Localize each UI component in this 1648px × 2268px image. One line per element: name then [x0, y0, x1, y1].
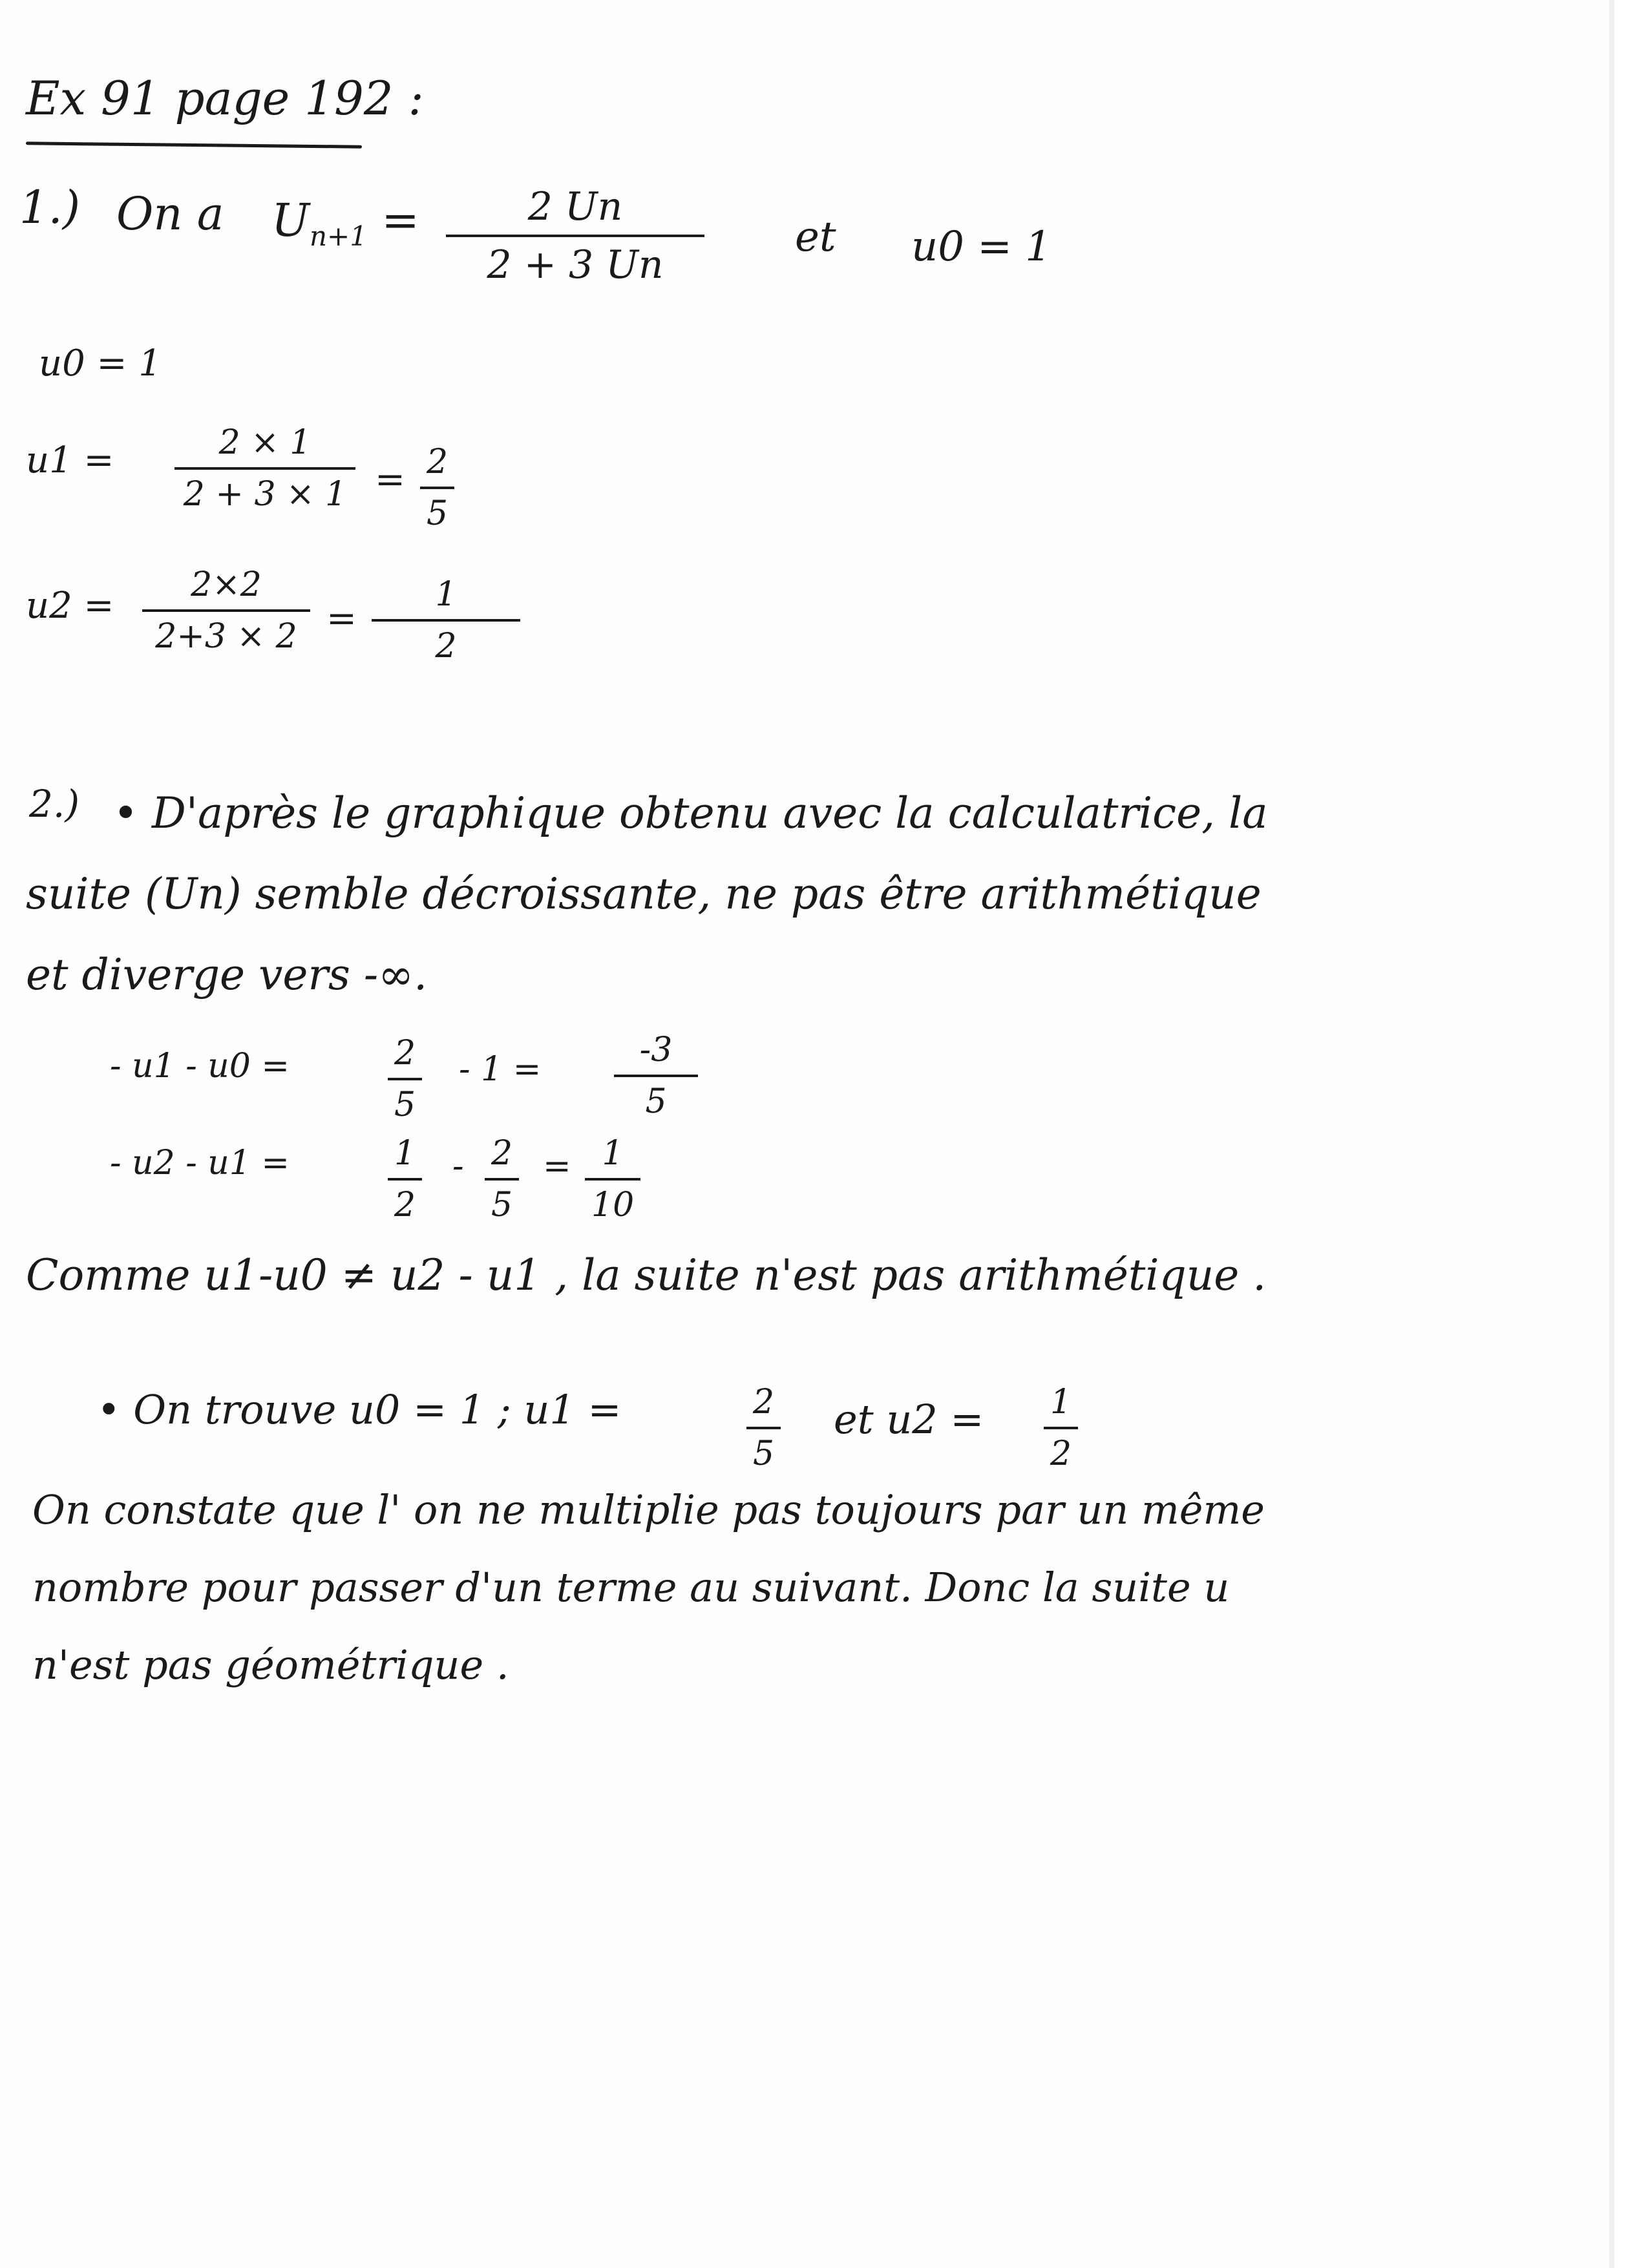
u1-result-num: 2	[427, 443, 449, 481]
diff2-fraction-b	[485, 1134, 519, 1224]
diff1-res-den: 5	[645, 1082, 667, 1121]
diff2-fraction-a	[388, 1134, 422, 1224]
diff2-b-num: 2	[491, 1134, 513, 1173]
diff1-fraction-a	[388, 1034, 422, 1124]
recurrence-lhs: $U_{n+1}$ =	[271, 194, 419, 252]
diff2-a-num: 1	[394, 1134, 416, 1173]
u2-fraction	[142, 565, 310, 656]
diff2-b-den: 5	[491, 1186, 513, 1224]
recurrence-lhs-sub: n+1	[310, 220, 367, 252]
u2-equals: =	[326, 598, 357, 640]
diff1-res-num: -3	[639, 1031, 673, 1069]
exercise-title: Ex 91 page 192 :	[26, 71, 424, 125]
u1-fraction	[174, 423, 355, 514]
diff2-lhs: - u2 - u1 =	[110, 1144, 290, 1182]
diff2-a-den: 2	[394, 1186, 416, 1224]
part1-intro: On a	[116, 187, 224, 240]
found-values: • On trouve u0 = 1 ; u1 =	[97, 1386, 622, 1433]
u1-numerator: 2 × 1	[218, 423, 312, 462]
diff1-mid: - 1 =	[459, 1050, 542, 1089]
u0-line: u0 = 1	[39, 342, 162, 384]
diff2-eq: =	[543, 1147, 571, 1186]
diff2-res-den: 10	[591, 1186, 635, 1224]
geo-line2: nombre pour passer d'un terme au suivant. Donc la suite u	[32, 1564, 1230, 1611]
u1-lhs: u1 =	[26, 439, 114, 481]
diff1-result	[614, 1031, 698, 1121]
diff2-mid: -	[452, 1147, 464, 1186]
part2-line3: et diverge vers -∞.	[26, 950, 428, 1000]
recurrence-denominator: 2 + 3 Un	[487, 242, 664, 288]
part2-line2: suite (Un) semble décroissante, ne pas être arithmétique	[26, 869, 1262, 919]
u1-result-den: 5	[427, 494, 449, 533]
recurrence-and: et	[795, 213, 836, 261]
initial-value: u0 = 1	[911, 223, 1051, 271]
u2-denominator: 2+3 × 2	[155, 617, 297, 656]
u1-denominator: 2 + 3 × 1	[183, 475, 347, 514]
part1-label: 1.)	[19, 181, 81, 234]
u2-numerator: 2×2	[191, 565, 262, 604]
geo-line1: On constate que l' on ne multiplie pas toujours par un même	[32, 1486, 1265, 1533]
recurrence-lhs-letter: U	[271, 194, 310, 247]
u1-equals: =	[375, 459, 405, 501]
diff1-a-den: 5	[394, 1086, 416, 1124]
found-u1-num: 2	[753, 1383, 775, 1422]
found-and: et u2 =	[834, 1396, 984, 1443]
title-underline	[26, 142, 362, 148]
recurrence-fraction	[446, 184, 704, 288]
part2-label: 2.)	[29, 782, 79, 826]
u1-result	[420, 443, 454, 533]
part2-line1: • D'après le graphique obtenu avec la calculatrice, la	[113, 788, 1268, 838]
diff1-lhs: - u1 - u0 =	[110, 1047, 290, 1086]
found-u1-fraction	[746, 1383, 781, 1473]
geo-line3: n'est pas géométrique .	[32, 1641, 509, 1688]
recurrence-numerator: 2 Un	[527, 184, 623, 229]
diff1-a-num: 2	[394, 1034, 416, 1073]
u2-lhs: u2 =	[26, 585, 114, 627]
found-u2-den: 2	[1050, 1434, 1072, 1473]
found-u2-fraction	[1044, 1383, 1078, 1473]
found-u1-den: 5	[753, 1434, 775, 1473]
conclusion-arithmetic: Comme u1-u0 ≠ u2 - u1 , la suite n'est pas arithmétique .	[26, 1250, 1267, 1300]
u2-result-den: 2	[435, 627, 457, 666]
u2-result-num: 1	[435, 575, 457, 614]
diff2-result	[585, 1134, 640, 1224]
found-u2-num: 1	[1050, 1383, 1072, 1422]
diff2-res-num: 1	[602, 1134, 624, 1173]
u2-result	[372, 575, 520, 666]
